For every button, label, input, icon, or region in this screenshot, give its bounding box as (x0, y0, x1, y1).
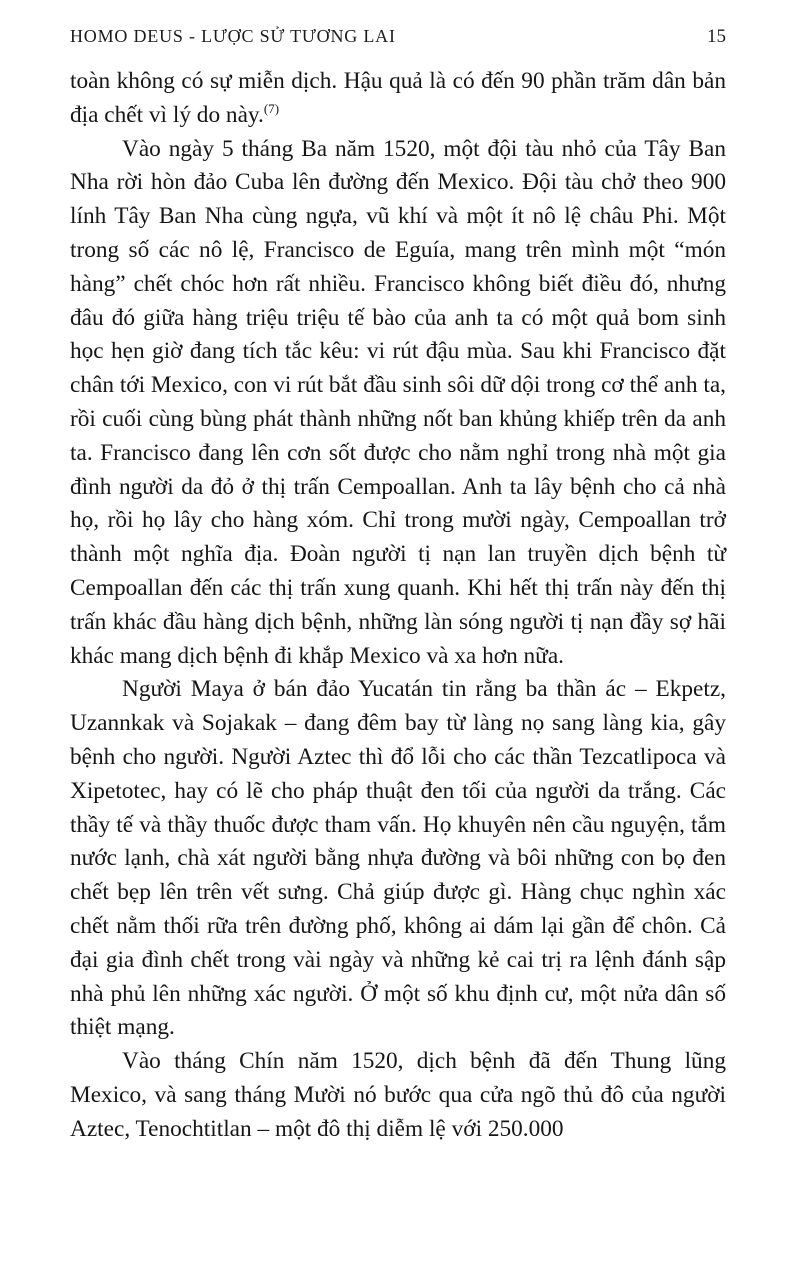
paragraph: Vào ngày 5 tháng Ba năm 1520, một đội tàu nhỏ của Tây Ban Nha rời hòn đảo Cuba lên đường đến Mexico. Đội tàu chở theo 900 lính Tây Ban Nha cùng ngựa, vũ khí và một ít nô lệ châu Phi. Một trong số các nô lệ, Francisco de Eguía, mang trên mình một “món hàng” chết chóc hơn rất nhiều. Francisco không biết điều đó, nhưng đâu đó giữa hàng triệu triệu tế bào của anh ta có một quả bom sinh học hẹn giờ đang tích tắc kêu: vi rút đậu mùa. Sau khi Francisco đặt chân tới Mexico, con vi rút bắt đầu sinh sôi dữ dội trong cơ thể anh ta, rồi cuối cùng bùng phát thành những nốt ban khủng khiếp trên da anh ta. Francisco đang lên cơn sốt được cho nằm nghỉ trong nhà một gia đình người da đỏ ở thị trấn Cempoallan. Anh ta lây bệnh cho cả nhà họ, rồi họ lây cho hàng xóm. Chỉ trong mười ngày, Cempoallan trở thành một nghĩa địa. Đoàn người tị nạn lan truyền dịch bệnh từ Cempoallan đến các thị trấn xung quanh. Khi hết thị trấn này đến thị trấn khác đầu hàng dịch bệnh, những làn sóng người tị nạn đầy sợ hãi khác mang dịch bệnh đi khắp Mexico và xa hơn nữa. (70, 135, 726, 669)
paragraph (70, 65, 726, 133)
running-head-title: HOMO DEUS - LƯỢC SỬ TƯƠNG LAI (70, 26, 396, 46)
page-header (70, 26, 726, 48)
footnote-marker: (7) (263, 101, 280, 117)
page-number: 15 (707, 26, 726, 47)
paragraph-text: toàn không có sự miễn dịch. Hậu quả là có đến 90 phần trăm dân bản địa chết vì lý do này. (70, 68, 726, 128)
page-body (70, 65, 726, 1147)
paragraph: Vào tháng Chín năm 1520, dịch bệnh đã đến Thung lũng Mexico, và sang tháng Mười nó bước qua cửa ngõ thủ đô của người Aztec, Tenochtitlan – một đô thị diễm lệ với 250.000 (70, 1048, 726, 1142)
paragraph: Người Maya ở bán đảo Yucatán tin rằng ba thần ác – Ekpetz, Uzannkak và Sojakak – đang đêm bay từ làng nọ sang làng kia, gây bệnh cho người. Người Aztec thì đổ lỗi cho các thần Tezcatlipoca và Xipetotec, hay có lẽ cho pháp thuật đen tối của người da trắng. Các thầy tế và thầy thuốc được tham vấn. Họ khuyên nên cầu nguyện, tắm nước lạnh, chà xát người bằng nhựa đường và bôi những con bọ đen chết bẹp lên trên vết sưng. Chả giúp được gì. Hàng chục nghìn xác chết nằm thối rữa trên đường phố, không ai dám lại gần để chôn. Cả đại gia đình chết trong vài ngày và những kẻ cai trị ra lệnh đánh sập nhà phủ lên những xác người. Ở một số khu định cư, một nửa dân số thiệt mạng. (70, 676, 726, 1041)
